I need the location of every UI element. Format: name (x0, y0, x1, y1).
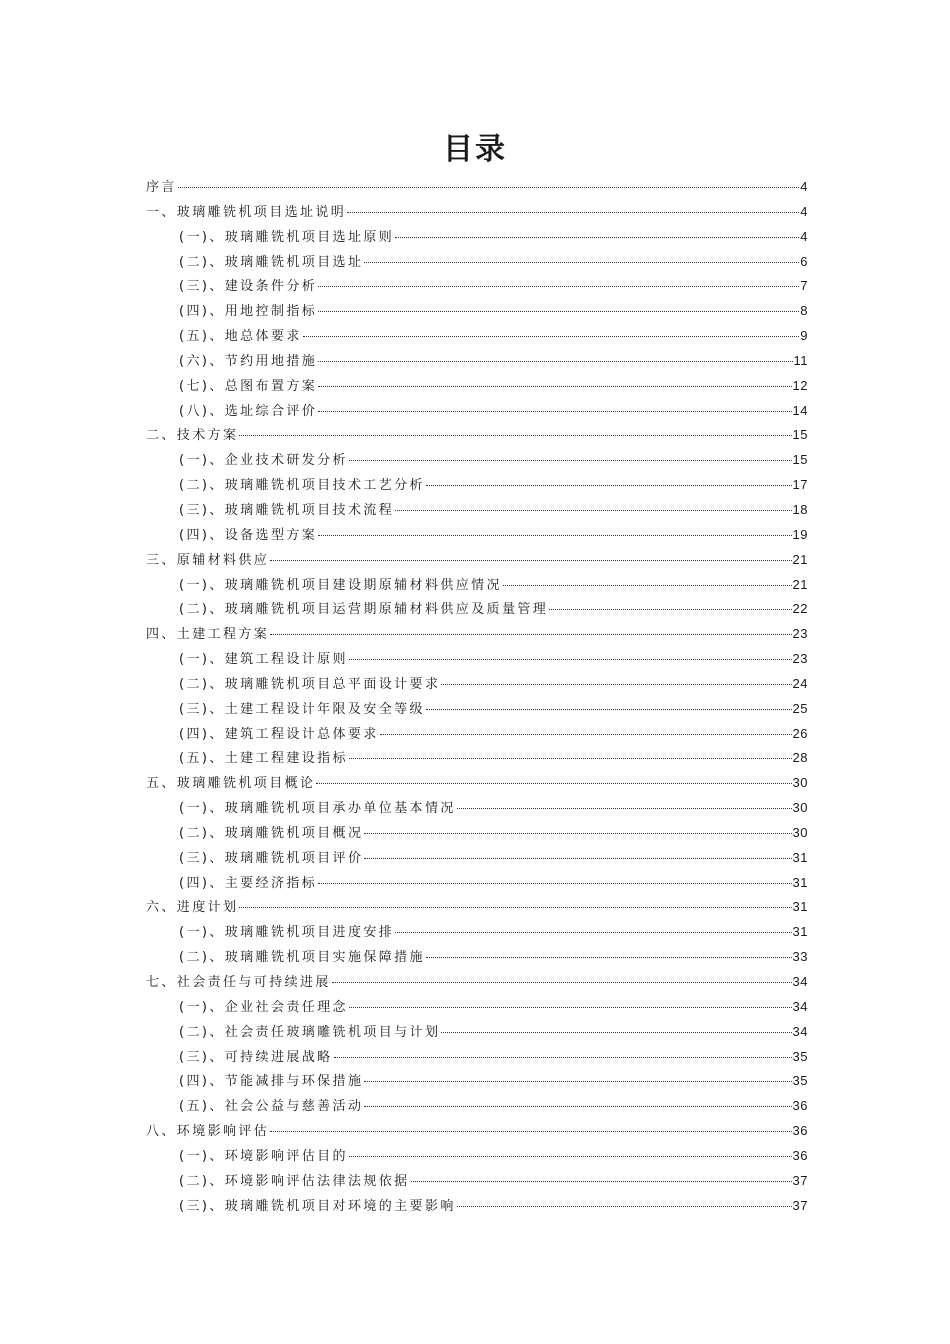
dot-leader (349, 659, 792, 660)
toc-subentry[interactable] (146, 1069, 808, 1094)
toc-entry-label: (四)、主要经济指标 (179, 875, 318, 891)
dot-leader (318, 386, 791, 387)
toc-page-number: 12 (792, 377, 808, 393)
dot-leader (318, 311, 799, 312)
toc-entry-label: 六、进度计划 (146, 900, 239, 916)
toc-subentry[interactable] (146, 1169, 808, 1194)
dot-leader (426, 709, 792, 710)
dot-leader (380, 734, 792, 735)
toc-subentry[interactable] (146, 324, 808, 349)
toc-page-number: 34 (792, 998, 808, 1014)
toc-entry-label: 八、环境影响评估 (146, 1124, 270, 1140)
page-title: 目录 (443, 132, 507, 167)
toc-page-number: 31 (792, 874, 808, 890)
toc-entry-label: 序言 (146, 180, 177, 195)
dot-leader (426, 485, 792, 486)
toc-entry-label: 三、原辅材料供应 (146, 552, 270, 568)
toc-subentry[interactable] (146, 871, 808, 896)
toc-page-number: 9 (800, 328, 808, 344)
toc-page-number: 31 (792, 849, 808, 865)
toc-entry-label: (二)、玻璃雕铣机项目技术工艺分析 (179, 478, 425, 494)
toc-entry-label: (二)、玻璃雕铣机项目实施保障措施 (179, 950, 425, 966)
dot-leader (395, 510, 791, 511)
toc-entry-label: 一、玻璃雕铣机项目选址说明 (146, 204, 347, 220)
toc-page-number: 34 (792, 1023, 808, 1039)
toc-subentry[interactable] (146, 647, 808, 672)
toc-entry-label: (四)、节能减排与环保措施 (179, 1074, 364, 1090)
toc-page-number: 18 (792, 501, 808, 517)
toc-entry-label: 五、玻璃雕铣机项目概论 (146, 776, 316, 792)
toc-subentry[interactable] (146, 498, 808, 523)
dot-leader (364, 833, 791, 834)
toc-page-number: 15 (792, 452, 808, 468)
dot-leader (349, 1007, 792, 1008)
toc-page-number: 14 (792, 402, 808, 418)
toc-entry-label: (四)、用地控制指标 (179, 304, 318, 320)
toc-page-number: 36 (792, 1147, 808, 1163)
dot-leader (270, 1131, 791, 1132)
toc-entry-label: 四、土建工程方案 (146, 627, 270, 643)
toc-page-number: 28 (792, 750, 808, 766)
dot-leader (318, 361, 792, 362)
dot-leader (364, 858, 791, 859)
toc-page-number: 36 (792, 1123, 808, 1139)
table-of-contents (146, 175, 808, 1218)
toc-entry-label: (三)、玻璃雕铣机项目评价 (179, 850, 364, 866)
dot-leader (334, 1057, 792, 1058)
toc-entry[interactable] (146, 423, 808, 448)
toc-subentry[interactable] (146, 399, 808, 424)
toc-page-number: 36 (792, 1098, 808, 1114)
dot-leader (318, 286, 799, 287)
toc-page-number: 35 (792, 1048, 808, 1064)
dot-leader (364, 1081, 791, 1082)
toc-entry-label: (七)、总图布置方案 (179, 378, 318, 394)
dot-leader (349, 758, 792, 759)
toc-page-number: 19 (792, 526, 808, 542)
dot-leader (239, 435, 791, 436)
toc-entry-label: (六)、节约用地措施 (179, 353, 318, 369)
toc-entry-label: (二)、玻璃雕铣机项目概况 (179, 825, 364, 841)
toc-page-number: 31 (792, 924, 808, 940)
toc-subentry[interactable] (146, 225, 808, 250)
toc-subentry[interactable] (146, 473, 808, 498)
toc-entry-label: (三)、建设条件分析 (179, 279, 318, 295)
toc-page-number: 21 (792, 576, 808, 592)
toc-entry[interactable] (146, 175, 808, 200)
toc-subentry[interactable] (146, 250, 808, 275)
toc-subentry[interactable] (146, 299, 808, 324)
toc-page-number: 35 (792, 1073, 808, 1089)
toc-page-number: 37 (792, 1197, 808, 1213)
toc-subentry[interactable] (146, 945, 808, 970)
toc-entry-label: (三)、土建工程设计年限及安全等级 (179, 701, 425, 717)
toc-page-number: 30 (792, 824, 808, 840)
toc-entry-label: (一)、环境影响评估目的 (179, 1148, 348, 1164)
toc-entry-label: (五)、土建工程建设指标 (179, 751, 348, 767)
toc-entry-label: (二)、社会责任玻璃雕铣机项目与计划 (179, 1024, 441, 1040)
toc-entry-label: (一)、企业社会责任理念 (179, 999, 348, 1015)
toc-subentry[interactable] (146, 846, 808, 871)
toc-entry[interactable] (146, 548, 808, 573)
toc-subentry[interactable] (146, 722, 808, 747)
toc-page-number: 11 (793, 352, 808, 368)
toc-subentry[interactable] (146, 821, 808, 846)
dot-leader (457, 1206, 792, 1207)
toc-subentry[interactable] (146, 523, 808, 548)
toc-subentry[interactable] (146, 995, 808, 1020)
dot-leader (178, 187, 799, 188)
toc-page-number: 17 (792, 477, 808, 493)
toc-page-number: 21 (792, 551, 808, 567)
toc-subentry[interactable] (146, 374, 808, 399)
dot-leader (347, 212, 799, 213)
toc-page-number: 24 (792, 675, 808, 691)
toc-page-number: 7 (800, 278, 808, 294)
toc-page-number: 37 (792, 1172, 808, 1188)
toc-page-number: 22 (792, 601, 808, 617)
toc-subentry[interactable] (146, 274, 808, 299)
toc-entry-label: (一)、企业技术研发分析 (179, 453, 348, 469)
toc-page-number: 31 (792, 899, 808, 915)
dot-leader (426, 957, 792, 958)
toc-entry-label: (一)、玻璃雕铣机项目承办单位基本情况 (179, 801, 456, 817)
dot-leader (441, 684, 791, 685)
dot-leader (316, 783, 791, 784)
dot-leader (441, 1032, 791, 1033)
toc-entry-label: (五)、地总体要求 (179, 329, 302, 345)
toc-page-number: 15 (792, 427, 808, 443)
dot-leader (411, 1181, 792, 1182)
toc-subentry[interactable] (146, 349, 808, 374)
dot-leader (549, 609, 791, 610)
toc-entry-label: (二)、玻璃雕铣机项目运营期原辅材料供应及质量管理 (179, 602, 549, 618)
dot-leader (349, 1156, 792, 1157)
toc-subentry[interactable] (146, 573, 808, 598)
toc-page-number: 23 (792, 626, 808, 642)
toc-entry[interactable] (146, 895, 808, 920)
toc-entry-label: (四)、建筑工程设计总体要求 (179, 726, 379, 742)
toc-subentry[interactable] (146, 1045, 808, 1070)
dot-leader (318, 535, 791, 536)
toc-entry[interactable] (146, 622, 808, 647)
toc-page-number: 25 (792, 700, 808, 716)
toc-subentry[interactable] (146, 1194, 808, 1219)
dot-leader (395, 237, 799, 238)
toc-entry-label: 二、技术方案 (146, 428, 239, 444)
toc-page-number: 4 (800, 203, 808, 219)
toc-entry[interactable] (146, 970, 808, 995)
toc-subentry[interactable] (146, 672, 808, 697)
toc-subentry[interactable] (146, 597, 808, 622)
toc-subentry[interactable] (146, 1144, 808, 1169)
dot-leader (303, 336, 800, 337)
toc-entry-label: (八)、选址综合评价 (179, 403, 318, 419)
toc-page-number: 4 (800, 228, 808, 244)
toc-entry-label: (一)、玻璃雕铣机项目进度安排 (179, 925, 395, 941)
dot-leader (364, 262, 799, 263)
dot-leader (332, 982, 792, 983)
toc-entry[interactable] (146, 771, 808, 796)
toc-page-number: 30 (792, 775, 808, 791)
toc-entry-label: (三)、玻璃雕铣机项目对环境的主要影响 (179, 1198, 456, 1214)
dot-leader (503, 585, 792, 586)
toc-entry-label: (五)、社会公益与慈善活动 (179, 1099, 364, 1115)
dot-leader (395, 932, 791, 933)
toc-page-number: 30 (792, 800, 808, 816)
toc-page-number: 26 (792, 725, 808, 741)
dot-leader (318, 411, 791, 412)
toc-entry[interactable] (146, 1119, 808, 1144)
toc-entry-label: (四)、设备选型方案 (179, 527, 318, 543)
toc-entry-label: (二)、玻璃雕铣机项目选址 (179, 254, 364, 270)
toc-subentry[interactable] (146, 1020, 808, 1045)
toc-subentry[interactable] (146, 796, 808, 821)
toc-entry-label: (一)、建筑工程设计原则 (179, 652, 348, 668)
dot-leader (318, 883, 791, 884)
dot-leader (270, 560, 791, 561)
toc-entry-label: (一)、玻璃雕铣机项目建设期原辅材料供应情况 (179, 577, 502, 593)
toc-page-number: 23 (792, 651, 808, 667)
toc-page-number: 4 (800, 179, 808, 194)
dot-leader (457, 808, 792, 809)
toc-entry-label: (二)、玻璃雕铣机项目总平面设计要求 (179, 676, 441, 692)
toc-entry-label: (二)、环境影响评估法律法规依据 (179, 1173, 410, 1189)
toc-subentry[interactable] (146, 1094, 808, 1119)
toc-subentry[interactable] (146, 746, 808, 771)
toc-entry-label: (三)、可持续进展战略 (179, 1049, 333, 1065)
dot-leader (239, 907, 791, 908)
toc-subentry[interactable] (146, 920, 808, 945)
dot-leader (364, 1106, 791, 1107)
toc-entry-label: (三)、玻璃雕铣机项目技术流程 (179, 502, 395, 518)
toc-page-number: 8 (800, 303, 808, 319)
toc-entry-label: (一)、玻璃雕铣机项目选址原则 (179, 229, 395, 245)
toc-page-number: 34 (792, 974, 808, 989)
toc-entry-label: 七、社会责任与可持续进展 (146, 975, 331, 990)
dot-leader (270, 634, 791, 635)
toc-page-number: 6 (800, 253, 808, 269)
toc-subentry[interactable] (146, 697, 808, 722)
toc-subentry[interactable] (146, 448, 808, 473)
toc-page-number: 33 (792, 949, 808, 965)
toc-entry[interactable] (146, 200, 808, 225)
dot-leader (349, 460, 792, 461)
